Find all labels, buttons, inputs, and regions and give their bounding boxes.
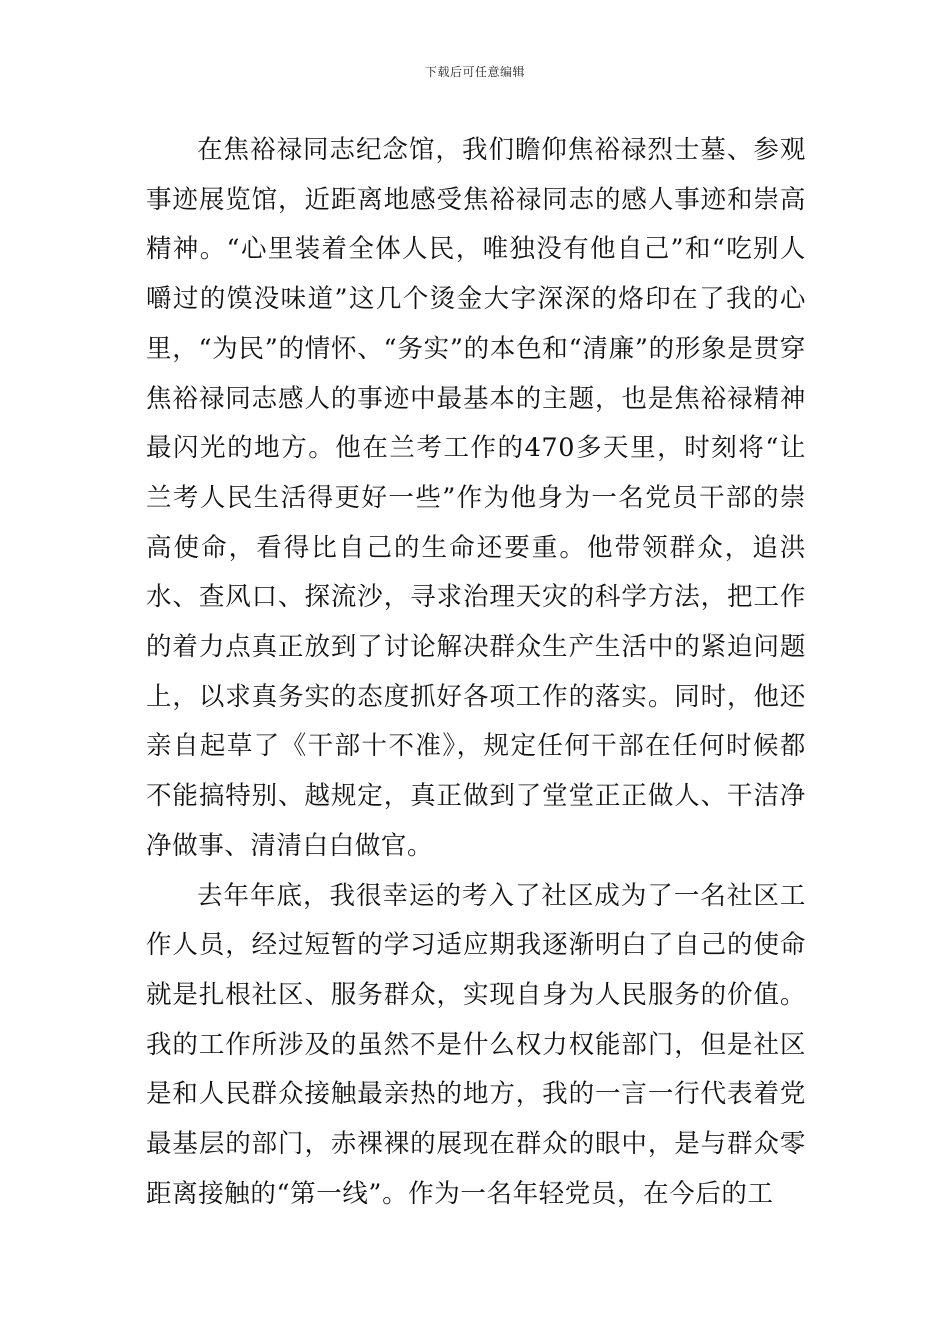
- document-body: [146, 126, 806, 1219]
- paragraph-1: 在焦裕禄同志纪念馆，我们瞻仰焦裕禄烈士墓、参观事迹展览馆，近距离地感受焦裕禄同志的感人事迹和崇高精神。“心里装着全体人民，唯独没有他自己”和“吃别人嚼过的馍没味道”这几个烫金大字深深的烙印在了我的心里，“为民”的情怀、“务实”的本色和“清廉”的形象是贯穿焦裕禄同志感人的事迹中最基本的主题，也是焦裕禄精神最闪光的地方。他在兰考工作的470多天里，时刻将“让兰考人民生活得更好一些”作为他身为一名党员干部的崇高使命，看得比自己的生命还要重。他带领群众，追洪水、查风口、探流沙，寻求治理天灾的科学方法，把工作的着力点真正放到了讨论解决群众生产生活中的紧迫问题上，以求真务实的态度抓好各项工作的落实。同时，他还亲自起草了《干部十不准》，规定任何干部在任何时候都不能搞特别、越规定，真正做到了堂堂正正做人、干洁净净做事、清清白白做官。: [146, 135, 806, 861]
- paragraph-2: 去年年底，我很幸运的考入了社区成为了一名社区工作人员，经过短暂的学习适应期我逐渐明白了自己的使命就是扎根社区、服务群众，实现自身为人民服务的价值。我的工作所涉及的虽然不是什么权力权能部门，但是社区是和人民群众接触最亲热的地方，我的一言一行代表着党最基层的部门，赤裸裸的展现在群众的眼中，是与群众零距离接触的“第一线”。作为一名年轻党员，在今后的工: [146, 880, 806, 1209]
- header-note: 下载后可任意编辑: [424, 65, 525, 79]
